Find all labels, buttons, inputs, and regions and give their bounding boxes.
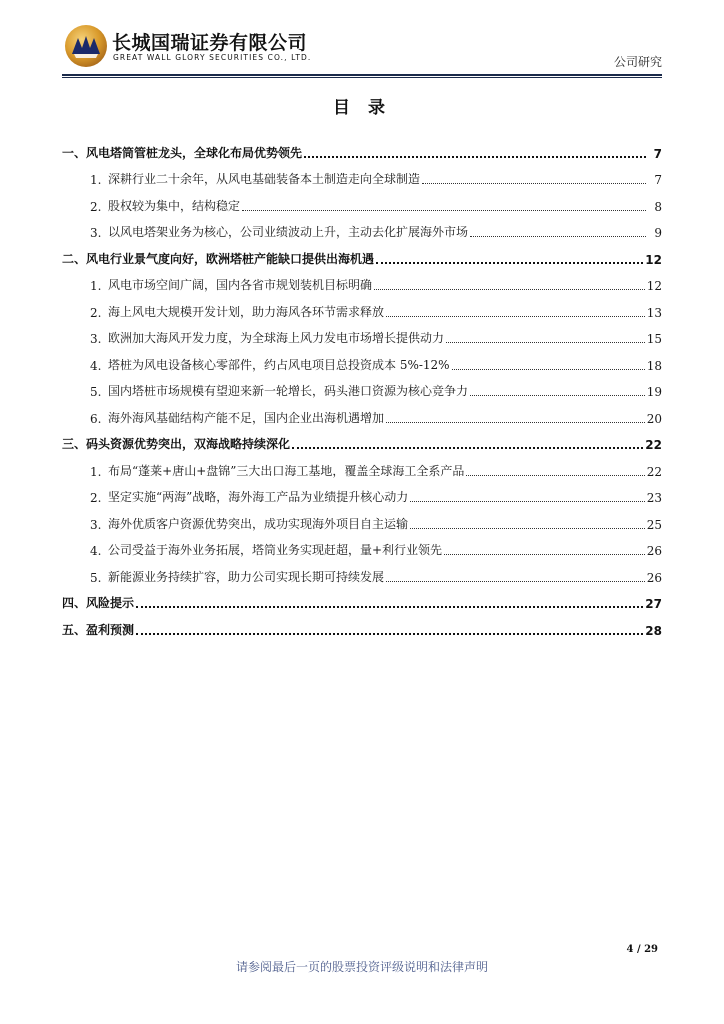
toc-page-number: 22	[645, 438, 662, 452]
header-divider-thin	[62, 77, 662, 78]
toc-page-number: 8	[654, 199, 662, 214]
toc-subsection-entry[interactable]	[62, 293, 662, 320]
toc-entry-title: 股权较为集中，结构稳定	[108, 198, 241, 213]
toc-section-entry[interactable]	[62, 611, 662, 638]
toc-entry-title: 公司受益于海外业务拓展，塔筒业务实现赶超，量+利行业领先	[108, 543, 443, 557]
toc-entry-number: 二、	[62, 251, 87, 266]
toc-entry-title: 风电塔筒管桩龙头，全球化布局优势领先	[86, 145, 303, 160]
toc-page-number: 12	[645, 252, 662, 267]
toc-entry-number: 3.	[90, 517, 102, 532]
document-type: 公司研究	[613, 55, 662, 69]
footer-disclaimer[interactable]: 请参阅最后一页的股票投资评级说明和法律声明	[235, 960, 488, 974]
toc-entry-title: 海外海风基础结构产能不足，国内企业出海机遇增加	[108, 410, 385, 425]
toc-entry-title: 深耕行业二十余年，从风电基础装备本土制造走向全球制造	[108, 172, 421, 186]
toc-entry-title: 新能源业务持续扩容，助力公司实现长期可持续发展	[108, 569, 385, 584]
toc-page-number: 7	[653, 146, 662, 161]
toc-subsection-entry[interactable]	[62, 479, 662, 506]
toc-entry-number: 3.	[90, 332, 102, 346]
toc-entry-title: 海上风电大规模开发计划，助力海风各环节需求释放	[108, 304, 385, 319]
toc-page-number: 15	[646, 332, 662, 346]
table-of-contents	[62, 134, 662, 638]
toc-dot-leader	[386, 422, 645, 423]
toc-section-entry[interactable]	[62, 240, 662, 267]
toc-dot-leader	[304, 156, 646, 158]
toc-page-number: 26	[646, 544, 662, 558]
toc-section-entry[interactable]	[62, 134, 662, 161]
toc-page-number: 13	[646, 305, 662, 320]
toc-dot-leader	[470, 236, 646, 237]
toc-dot-leader	[422, 183, 646, 184]
toc-dot-leader	[470, 395, 645, 396]
toc-title: 目 录	[333, 98, 391, 118]
toc-page-number: 9	[654, 226, 662, 240]
toc-entry-number: 1.	[90, 173, 102, 187]
toc-entry-title: 坚定实施“两海”战略，海外海工产品为业绩提升核心动力	[108, 490, 409, 504]
toc-entry-number: 4.	[90, 358, 102, 373]
toc-dot-leader	[446, 342, 645, 343]
toc-entry-title: 欧洲加大海风开发力度，为全球海上风力发电市场增长提供动力	[108, 331, 445, 345]
toc-entry-number: 一、	[62, 145, 87, 160]
toc-dot-leader	[452, 369, 645, 370]
toc-dot-leader	[136, 633, 643, 635]
toc-dot-leader	[136, 606, 643, 608]
toc-entry-title: 盈利预测	[86, 622, 135, 637]
toc-page-number: 7	[654, 173, 662, 187]
company-name-cn: 长城国瑞证券有限公司	[112, 32, 308, 54]
toc-page-number: 27	[645, 597, 662, 611]
toc-entry-number: 2.	[90, 305, 102, 320]
page-header	[0, 0, 724, 80]
toc-section-entry[interactable]	[62, 585, 662, 612]
toc-section-entry[interactable]	[62, 426, 662, 453]
great-wall-glory-logo-icon	[64, 24, 108, 68]
toc-dot-leader	[466, 475, 644, 476]
toc-dot-leader	[374, 289, 645, 290]
toc-page-number: 19	[646, 385, 662, 399]
toc-entry-title: 国内塔桩市场规模有望迎来新一轮增长，码头港口资源为核心竞争力	[108, 384, 469, 398]
toc-subsection-entry[interactable]	[62, 505, 662, 532]
toc-entry-title: 风电市场空间广阔，国内各省市规划装机目标明确	[108, 278, 373, 292]
toc-page-number: 26	[646, 570, 662, 585]
toc-dot-leader	[444, 554, 645, 555]
toc-dot-leader	[410, 501, 644, 502]
toc-dot-leader	[410, 528, 645, 529]
toc-subsection-entry[interactable]	[62, 320, 662, 347]
toc-page-number: 28	[645, 623, 662, 638]
toc-subsection-entry[interactable]	[62, 187, 662, 214]
toc-page-number: 25	[646, 517, 662, 532]
toc-page-number: 23	[646, 491, 662, 505]
toc-dot-leader	[386, 581, 645, 582]
toc-page-number: 18	[646, 358, 662, 373]
toc-subsection-entry[interactable]	[62, 214, 662, 241]
page-indicator: 4 / 29	[626, 944, 658, 955]
toc-entry-number: 6.	[90, 411, 102, 426]
toc-entry-number: 3.	[90, 226, 102, 240]
toc-dot-leader	[386, 316, 645, 317]
toc-subsection-entry[interactable]	[62, 452, 662, 479]
toc-subsection-entry[interactable]	[62, 161, 662, 188]
toc-entry-number: 5.	[90, 385, 102, 399]
toc-entry-number: 四、	[62, 596, 87, 610]
toc-entry-number: 1.	[90, 464, 102, 479]
toc-entry-title: 风电行业景气度向好，欧洲塔桩产能缺口提供出海机遇	[86, 251, 375, 266]
toc-dot-leader	[292, 447, 643, 449]
toc-entry-number: 2.	[90, 491, 102, 505]
header-divider	[62, 74, 662, 76]
toc-entry-title: 塔桩为风电设备核心零部件，约占风电项目总投资成本 5%-12%	[108, 357, 450, 372]
toc-subsection-entry[interactable]	[62, 399, 662, 426]
toc-subsection-entry[interactable]	[62, 267, 662, 294]
toc-entry-title: 以风电塔架业务为核心，公司业绩波动上升，主动去化扩展海外市场	[108, 225, 469, 239]
toc-entry-number: 1.	[90, 279, 102, 293]
toc-entry-number: 五、	[62, 622, 87, 637]
company-name-en: GREAT WALL GLORY SECURITIES CO., LTD.	[113, 53, 312, 62]
toc-dot-leader	[242, 210, 646, 211]
toc-entry-title: 码头资源优势突出，双海战略持续深化	[86, 437, 291, 451]
toc-page-number: 20	[646, 411, 662, 426]
toc-subsection-entry[interactable]	[62, 346, 662, 373]
toc-subsection-entry[interactable]	[62, 558, 662, 585]
toc-entry-number: 2.	[90, 199, 102, 214]
toc-entry-title: 布局“蓬莱+唐山+盘锦”三大出口海工基地，覆盖全球海工全系产品	[108, 463, 465, 478]
toc-subsection-entry[interactable]	[62, 532, 662, 559]
toc-page-number: 12	[646, 279, 662, 293]
toc-entry-number: 三、	[62, 437, 87, 451]
toc-entry-title: 风险提示	[86, 596, 135, 610]
toc-dot-leader	[376, 262, 643, 264]
toc-entry-number: 4.	[90, 544, 102, 558]
toc-subsection-entry[interactable]	[62, 373, 662, 400]
toc-entry-number: 5.	[90, 570, 102, 585]
toc-entry-title: 海外优质客户资源优势突出，成功实现海外项目自主运输	[108, 516, 409, 531]
toc-page-number: 22	[646, 464, 662, 479]
